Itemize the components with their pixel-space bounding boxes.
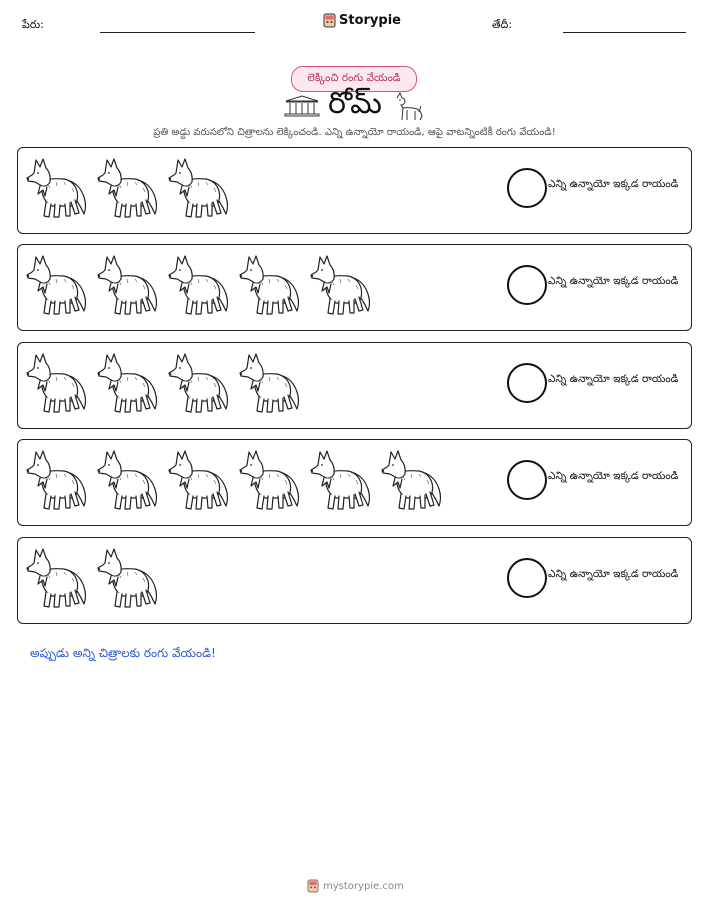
worksheet-header (0, 0, 709, 40)
answer-prompt: ఎన్ని ఉన్నాయో ఇక్కడ రాయండి (548, 568, 679, 580)
wolf-icon (168, 251, 232, 321)
activity-badge: లెక్కించి రంగు వేయండి (291, 66, 417, 92)
wolf-icon (239, 251, 303, 321)
wolf-icon (239, 349, 303, 419)
count-row-5 (17, 537, 692, 624)
count-row-3 (17, 342, 692, 429)
storypie-logo-icon (307, 879, 319, 893)
wolf-icon (168, 446, 232, 516)
wolf-icon (381, 446, 445, 516)
wolf-icon (26, 544, 90, 614)
answer-prompt: ఎన్ని ఉన్నాయో ఇక్కడ రాయండి (548, 470, 679, 482)
count-row-4 (17, 439, 692, 526)
roman-temple-icon (284, 95, 320, 117)
answer-circle[interactable] (507, 265, 547, 305)
brand-name: Storypie (339, 13, 401, 28)
site-footer (307, 879, 404, 893)
wolf-icon (97, 154, 161, 224)
answer-prompt: ఎన్ని ఉన్నాయో ఇక్కడ రాయండి (548, 275, 679, 287)
wolf-icon (97, 349, 161, 419)
wolf-icon (310, 251, 374, 321)
count-row-2 (17, 244, 692, 331)
answer-circle[interactable] (507, 460, 547, 500)
name-line (100, 32, 255, 33)
wolf-group (26, 349, 303, 419)
coloring-note: అప్పుడు అన్ని చిత్రాలకు రంగు వేయండి! (30, 646, 216, 660)
worksheet-title: రోమ్ (328, 86, 382, 121)
wolf-icon (239, 446, 303, 516)
wolf-icon (168, 349, 232, 419)
date-label: తేదీ: (492, 18, 513, 31)
wolf-icon (97, 251, 161, 321)
wolf-icon (26, 349, 90, 419)
answer-circle[interactable] (507, 363, 547, 403)
site-url[interactable]: mystorypie.com (323, 880, 404, 892)
count-row-1 (17, 147, 692, 234)
name-label: పేరు: (22, 18, 44, 31)
wolf-group (26, 251, 374, 321)
wolf-icon (26, 251, 90, 321)
dog-icon (391, 92, 425, 122)
wolf-group (26, 154, 232, 224)
wolf-icon (97, 544, 161, 614)
answer-prompt: ఎన్ని ఉన్నాయో ఇక్కడ రాయండి (548, 373, 679, 385)
answer-prompt: ఎన్ని ఉన్నాయో ఇక్కడ రాయండి (548, 178, 679, 190)
wolf-icon (26, 446, 90, 516)
storypie-logo-icon (323, 13, 336, 28)
date-line (563, 32, 686, 33)
wolf-icon (26, 154, 90, 224)
wolf-icon (310, 446, 374, 516)
wolf-group (26, 544, 161, 614)
wolf-group (26, 446, 445, 516)
answer-circle[interactable] (507, 168, 547, 208)
answer-circle[interactable] (507, 558, 547, 598)
instructions: ప్రతి అడ్డు వరుసలోని చిత్రాలను లెక్కించండి. ఎన్ని ఉన్నాయో రాయండి, ఆపై వాటన్నింటికీ రంగు వేయండి! (153, 127, 556, 138)
brand (323, 13, 401, 28)
wolf-icon (97, 446, 161, 516)
wolf-icon (168, 154, 232, 224)
